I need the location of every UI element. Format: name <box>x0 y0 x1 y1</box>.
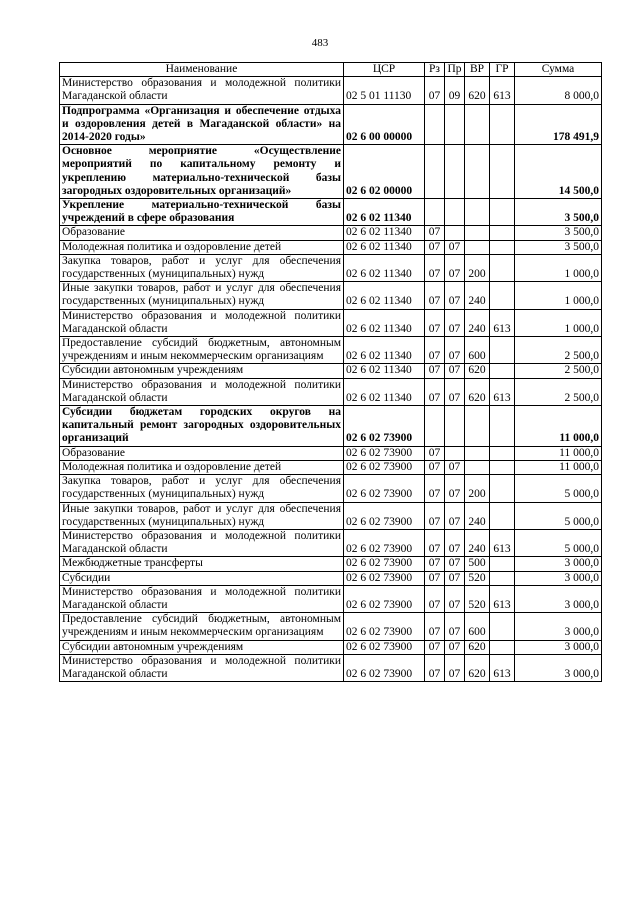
cell-vr: 600 <box>465 337 490 364</box>
cell-gr: 613 <box>490 654 515 681</box>
cell-rz <box>425 199 445 226</box>
cell-gr <box>490 199 515 226</box>
cell-rz: 07 <box>425 378 445 405</box>
table-row <box>60 557 602 571</box>
cell-rz: 07 <box>425 654 445 681</box>
cell-rz <box>425 406 445 447</box>
cell-vr: 620 <box>465 654 490 681</box>
cell-sum: 3 000,0 <box>515 557 602 571</box>
table-row <box>60 654 602 681</box>
cell-vr: 240 <box>465 529 490 556</box>
cell-csr: 02 6 02 73900 <box>344 446 425 460</box>
cell-pr: 07 <box>445 282 465 309</box>
cell-csr: 02 6 02 11340 <box>344 254 425 281</box>
table-row <box>60 309 602 336</box>
cell-sum: 5 000,0 <box>515 529 602 556</box>
cell-rz: 07 <box>425 446 445 460</box>
table-row <box>60 502 602 529</box>
cell-sum: 3 000,0 <box>515 571 602 585</box>
cell-name: Субсидии <box>60 571 344 585</box>
cell-gr <box>490 364 515 378</box>
cell-rz: 07 <box>425 337 445 364</box>
cell-rz: 07 <box>425 475 445 502</box>
cell-pr <box>445 446 465 460</box>
cell-pr <box>445 104 465 145</box>
cell-pr: 07 <box>445 475 465 502</box>
cell-gr <box>490 240 515 254</box>
cell-gr <box>490 104 515 145</box>
cell-csr: 02 6 02 73900 <box>344 585 425 612</box>
cell-sum: 3 000,0 <box>515 640 602 654</box>
cell-csr: 02 6 02 73900 <box>344 613 425 640</box>
cell-rz: 07 <box>425 529 445 556</box>
cell-name: Министерство образования и молодежной политики Магаданской области <box>60 529 344 556</box>
cell-gr: 613 <box>490 309 515 336</box>
cell-vr: 240 <box>465 502 490 529</box>
cell-pr: 07 <box>445 557 465 571</box>
cell-csr: 02 5 01 11130 <box>344 77 425 104</box>
cell-name: Предоставление субсидий бюджетным, автономным учреждениям и иным некоммерческим организациям <box>60 337 344 364</box>
cell-pr: 07 <box>445 640 465 654</box>
cell-rz: 07 <box>425 226 445 240</box>
cell-name: Молодежная политика и оздоровление детей <box>60 240 344 254</box>
cell-vr <box>465 104 490 145</box>
cell-vr: 620 <box>465 77 490 104</box>
cell-gr: 613 <box>490 77 515 104</box>
cell-vr: 600 <box>465 613 490 640</box>
cell-rz: 07 <box>425 309 445 336</box>
cell-csr: 02 6 02 73900 <box>344 406 425 447</box>
cell-pr: 07 <box>445 585 465 612</box>
cell-vr: 620 <box>465 364 490 378</box>
page-number: 483 <box>311 37 329 49</box>
table-row <box>60 406 602 447</box>
cell-name: Министерство образования и молодежной политики Магаданской области <box>60 585 344 612</box>
table-row <box>60 446 602 460</box>
cell-vr: 240 <box>465 309 490 336</box>
cell-vr: 520 <box>465 571 490 585</box>
cell-vr <box>465 240 490 254</box>
table-row <box>60 226 602 240</box>
cell-sum: 3 500,0 <box>515 226 602 240</box>
cell-gr <box>490 475 515 502</box>
cell-rz <box>425 145 445 199</box>
table-row <box>60 104 602 145</box>
cell-csr: 02 6 02 73900 <box>344 529 425 556</box>
table-row <box>60 475 602 502</box>
header-csr: ЦСР <box>344 63 425 77</box>
cell-sum: 2 500,0 <box>515 364 602 378</box>
cell-rz: 07 <box>425 460 445 474</box>
cell-name: Укрепление материально-технической базы учреждений в сфере образования <box>60 199 344 226</box>
cell-vr: 520 <box>465 585 490 612</box>
cell-sum: 1 000,0 <box>515 309 602 336</box>
cell-pr <box>445 226 465 240</box>
header-gr: ГР <box>490 63 515 77</box>
table-row <box>60 529 602 556</box>
cell-vr: 620 <box>465 378 490 405</box>
header-rz: Рз <box>425 63 445 77</box>
header-pr: Пр <box>445 63 465 77</box>
cell-pr <box>445 199 465 226</box>
cell-sum: 3 500,0 <box>515 199 602 226</box>
cell-sum: 5 000,0 <box>515 502 602 529</box>
header-vr: ВР <box>465 63 490 77</box>
cell-pr: 07 <box>445 460 465 474</box>
cell-pr: 07 <box>445 240 465 254</box>
cell-name: Молодежная политика и оздоровление детей <box>60 460 344 474</box>
cell-csr: 02 6 02 11340 <box>344 309 425 336</box>
cell-gr <box>490 613 515 640</box>
cell-name: Субсидии автономным учреждениям <box>60 640 344 654</box>
cell-vr: 200 <box>465 475 490 502</box>
cell-rz: 07 <box>425 77 445 104</box>
cell-name: Закупка товаров, работ и услуг для обеспечения государственных (муниципальных) нужд <box>60 254 344 281</box>
cell-vr <box>465 145 490 199</box>
cell-csr: 02 6 02 73900 <box>344 557 425 571</box>
cell-gr <box>490 406 515 447</box>
cell-csr: 02 6 02 00000 <box>344 145 425 199</box>
cell-name: Субсидии автономным учреждениям <box>60 364 344 378</box>
cell-vr <box>465 460 490 474</box>
cell-csr: 02 6 02 11340 <box>344 199 425 226</box>
cell-csr: 02 6 00 00000 <box>344 104 425 145</box>
cell-gr: 613 <box>490 529 515 556</box>
cell-csr: 02 6 02 11340 <box>344 364 425 378</box>
cell-sum: 3 000,0 <box>515 654 602 681</box>
table-row <box>60 254 602 281</box>
cell-sum: 11 000,0 <box>515 446 602 460</box>
cell-name: Иные закупки товаров, работ и услуг для обеспечения государственных (муниципальных) нужд <box>60 502 344 529</box>
cell-rz: 07 <box>425 364 445 378</box>
table-row <box>60 640 602 654</box>
cell-pr: 07 <box>445 529 465 556</box>
cell-pr <box>445 145 465 199</box>
header-name: Наименование <box>60 63 344 77</box>
cell-rz <box>425 104 445 145</box>
cell-sum: 2 500,0 <box>515 337 602 364</box>
cell-rz: 07 <box>425 557 445 571</box>
cell-csr: 02 6 02 11340 <box>344 378 425 405</box>
cell-rz: 07 <box>425 254 445 281</box>
cell-csr: 02 6 02 73900 <box>344 502 425 529</box>
cell-name: Предоставление субсидий бюджетным, автономным учреждениям и иным некоммерческим организациям <box>60 613 344 640</box>
cell-sum: 11 000,0 <box>515 460 602 474</box>
cell-pr <box>445 406 465 447</box>
cell-rz: 07 <box>425 240 445 254</box>
cell-vr <box>465 199 490 226</box>
cell-name: Министерство образования и молодежной политики Магаданской области <box>60 77 344 104</box>
cell-vr <box>465 226 490 240</box>
cell-pr: 07 <box>445 337 465 364</box>
cell-sum: 1 000,0 <box>515 282 602 309</box>
budget-table <box>59 62 602 682</box>
cell-vr: 500 <box>465 557 490 571</box>
cell-name: Министерство образования и молодежной политики Магаданской области <box>60 309 344 336</box>
cell-gr <box>490 446 515 460</box>
cell-gr <box>490 502 515 529</box>
cell-gr: 613 <box>490 378 515 405</box>
cell-sum: 178 491,9 <box>515 104 602 145</box>
cell-vr: 240 <box>465 282 490 309</box>
table-row <box>60 585 602 612</box>
cell-name: Подпрограмма «Организация и обеспечение отдыха и оздоровления детей в Магаданской области» на 2014-2020 годы» <box>60 104 344 145</box>
cell-sum: 3 000,0 <box>515 613 602 640</box>
cell-pr: 07 <box>445 654 465 681</box>
cell-pr: 07 <box>445 309 465 336</box>
table-row <box>60 240 602 254</box>
cell-name: Закупка товаров, работ и услуг для обеспечения государственных (муниципальных) нужд <box>60 475 344 502</box>
cell-vr: 620 <box>465 640 490 654</box>
cell-vr <box>465 446 490 460</box>
cell-gr <box>490 282 515 309</box>
cell-csr: 02 6 02 73900 <box>344 640 425 654</box>
cell-name: Иные закупки товаров, работ и услуг для обеспечения государственных (муниципальных) нужд <box>60 282 344 309</box>
cell-vr: 200 <box>465 254 490 281</box>
cell-sum: 1 000,0 <box>515 254 602 281</box>
cell-gr <box>490 337 515 364</box>
cell-csr: 02 6 02 73900 <box>344 475 425 502</box>
cell-gr: 613 <box>490 585 515 612</box>
table-row <box>60 613 602 640</box>
table-row <box>60 460 602 474</box>
table-row <box>60 364 602 378</box>
cell-csr: 02 6 02 73900 <box>344 654 425 681</box>
cell-rz: 07 <box>425 613 445 640</box>
cell-gr <box>490 571 515 585</box>
cell-pr: 07 <box>445 502 465 529</box>
cell-rz: 07 <box>425 571 445 585</box>
cell-csr: 02 6 02 11340 <box>344 226 425 240</box>
table-row <box>60 571 602 585</box>
cell-rz: 07 <box>425 585 445 612</box>
cell-sum: 2 500,0 <box>515 378 602 405</box>
cell-rz: 07 <box>425 502 445 529</box>
cell-gr <box>490 254 515 281</box>
table-row <box>60 77 602 104</box>
table-body <box>60 77 602 682</box>
cell-sum: 8 000,0 <box>515 77 602 104</box>
table-row <box>60 378 602 405</box>
cell-name: Межбюджетные трансферты <box>60 557 344 571</box>
table-row <box>60 199 602 226</box>
table-row <box>60 282 602 309</box>
cell-sum: 5 000,0 <box>515 475 602 502</box>
cell-rz: 07 <box>425 282 445 309</box>
cell-name: Субсидии бюджетам городских округов на капитальный ремонт загородных оздоровительных организаций <box>60 406 344 447</box>
cell-sum: 14 500,0 <box>515 145 602 199</box>
header-sum: Сумма <box>515 63 602 77</box>
cell-vr <box>465 406 490 447</box>
cell-csr: 02 6 02 11340 <box>344 337 425 364</box>
cell-csr: 02 6 02 11340 <box>344 282 425 309</box>
cell-pr: 07 <box>445 364 465 378</box>
cell-gr <box>490 145 515 199</box>
cell-pr: 07 <box>445 254 465 281</box>
cell-csr: 02 6 02 11340 <box>344 240 425 254</box>
table-row <box>60 337 602 364</box>
cell-pr: 09 <box>445 77 465 104</box>
cell-pr: 07 <box>445 378 465 405</box>
cell-name: Основное мероприятие «Осуществление мероприятий по капитальному ремонту и укреплению материально-технической базы загородных оздоровительных организаций» <box>60 145 344 199</box>
cell-name: Образование <box>60 446 344 460</box>
cell-gr <box>490 557 515 571</box>
header-row <box>60 63 602 77</box>
cell-rz: 07 <box>425 640 445 654</box>
cell-sum: 11 000,0 <box>515 406 602 447</box>
cell-gr <box>490 640 515 654</box>
cell-name: Министерство образования и молодежной политики Магаданской области <box>60 378 344 405</box>
cell-csr: 02 6 02 73900 <box>344 571 425 585</box>
cell-pr: 07 <box>445 613 465 640</box>
cell-gr <box>490 460 515 474</box>
cell-gr <box>490 226 515 240</box>
table-row <box>60 145 602 199</box>
cell-pr: 07 <box>445 571 465 585</box>
cell-sum: 3 500,0 <box>515 240 602 254</box>
cell-sum: 3 000,0 <box>515 585 602 612</box>
cell-name: Образование <box>60 226 344 240</box>
cell-csr: 02 6 02 73900 <box>344 460 425 474</box>
cell-name: Министерство образования и молодежной политики Магаданской области <box>60 654 344 681</box>
